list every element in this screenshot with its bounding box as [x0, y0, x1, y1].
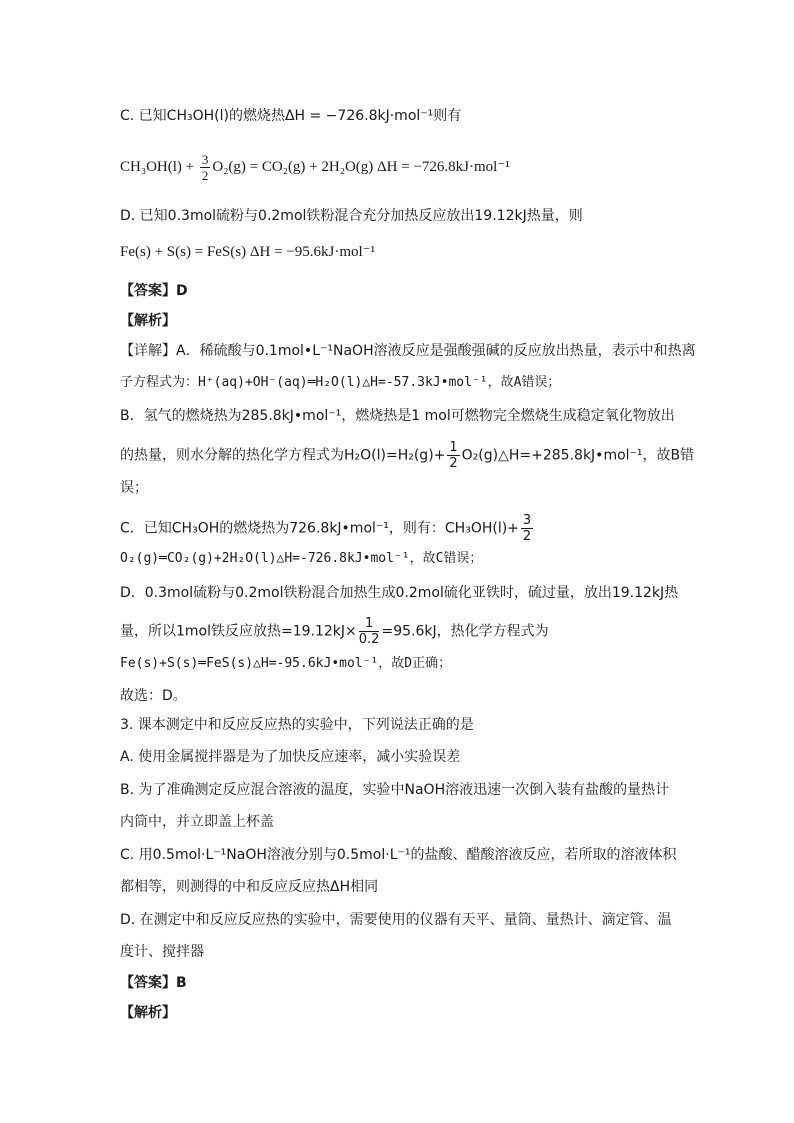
question-3-option-c-line2: 都相等，则测得的中和反应反应热ΔH相同: [120, 879, 379, 895]
fraction-1-0.2: $\frac{1}{0.2}$: [358, 616, 380, 647]
detail-d-line1: D．0.3mol硫粉与0.2mol铁粉混合加热生成0.2mol硫化亚铁时，硫过量，放出19.12kJ热: [120, 585, 679, 601]
answer-label-q3: 【答案】B: [120, 975, 187, 991]
detail-b-line2: 的热量，则水分解的热化学方程式为H₂O(l)=H₂(g)+ $\frac{1}{2}$ O₂(g)△H=+285.8kJ•mol⁻¹，故B错: [120, 440, 695, 471]
fraction-3-2: $\frac{3}{2}$: [201, 152, 209, 183]
conclusion: 故选：D。: [120, 688, 187, 704]
detail-a-line2: 子方程式为：H⁺(aq)+OH⁻(aq)═H₂O(l)△H=-57.3kJ•mol⁻¹，故A错误；: [120, 375, 561, 390]
fraction-1-2: $\frac{1}{2}$: [449, 440, 458, 471]
detail-d-line2: 量，所以1mol铁反应放热=19.12kJ× $\frac{1}{0.2}$ =95.6kJ，热化学方程式为: [120, 616, 549, 647]
analysis-label-q3: 【解析】: [120, 1005, 176, 1021]
question-3-option-b-line1: B. 为了准确测定反应混合溶液的温度，实验中NaOH溶液迅速一次倒入装有盐酸的量热计: [120, 782, 670, 798]
equation-methanol: CH₃OH(l) + $\frac{3}{2}$ O₂(g) = CO₂(g) + 2H₂O(g) ΔH = −726.8kJ·mol⁻¹: [120, 152, 510, 183]
question-3-option-d-line2: 度计、搅拌器: [120, 944, 204, 960]
option-c-text: C. 已知CH₃OH(l)的燃烧热ΔH = −726.8kJ·mol⁻¹则有: [120, 108, 462, 124]
analysis-label: 【解析】: [120, 313, 176, 329]
question-3-option-c-line1: C. 用0.5mol·L⁻¹NaOH溶液分别与0.5mol·L⁻¹的盐酸、醋酸溶液反应，若所取的溶液体积: [120, 847, 677, 863]
answer-label: 【答案】D: [120, 283, 188, 299]
option-d-text: D. 已知0.3mol硫粉与0.2mol铁粉混合充分加热反应放出19.12kJ热量，则: [120, 208, 583, 224]
detail-c-line1: C．已知CH₃OH的燃烧热为726.8kJ•mol⁻¹，则有：CH₃OH(l)+ $\frac{3}{2}$: [120, 513, 532, 544]
detail-b-line3: 误；: [120, 480, 148, 496]
detail-c-line2: O₂(g)═CO₂(g)+2H₂O(l)△H=-726.8kJ•mol⁻¹，故C错误；: [120, 551, 483, 566]
question-3-option-a: A. 使用金属搅拌器是为了加快反应速率，减小实验误差: [120, 749, 461, 765]
detail-a-line1: 【详解】A．稀硫酸与0.1mol•L⁻¹NaOH溶液反应是强酸强碱的反应放出热量，表示中和热离: [120, 343, 696, 359]
question-3-option-d-line1: D. 在测定中和反应反应热的实验中，需要使用的仪器有天平、量筒、量热计、滴定管、温: [120, 912, 672, 928]
detail-b-line1: B．氢气的燃烧热为285.8kJ•mol⁻¹，燃烧热是1 mol可燃物完全燃烧生成稳定氧化物放出: [120, 408, 675, 424]
equation-fes: Fe(s) + S(s) = FeS(s) ΔH = −95.6kJ·mol⁻¹: [120, 244, 376, 260]
question-3-option-b-line2: 内筒中，并立即盖上杯盖: [120, 814, 274, 830]
fraction-3-2-second: $\frac{3}{2}$: [522, 513, 532, 544]
detail-d-line3: Fe(s)+S(s)═FeS(s)△H=-95.6kJ•mol⁻¹，故D正确；: [120, 656, 452, 671]
question-3-stem: 3. 课本测定中和反应反应热的实验中，下列说法正确的是: [120, 717, 474, 733]
